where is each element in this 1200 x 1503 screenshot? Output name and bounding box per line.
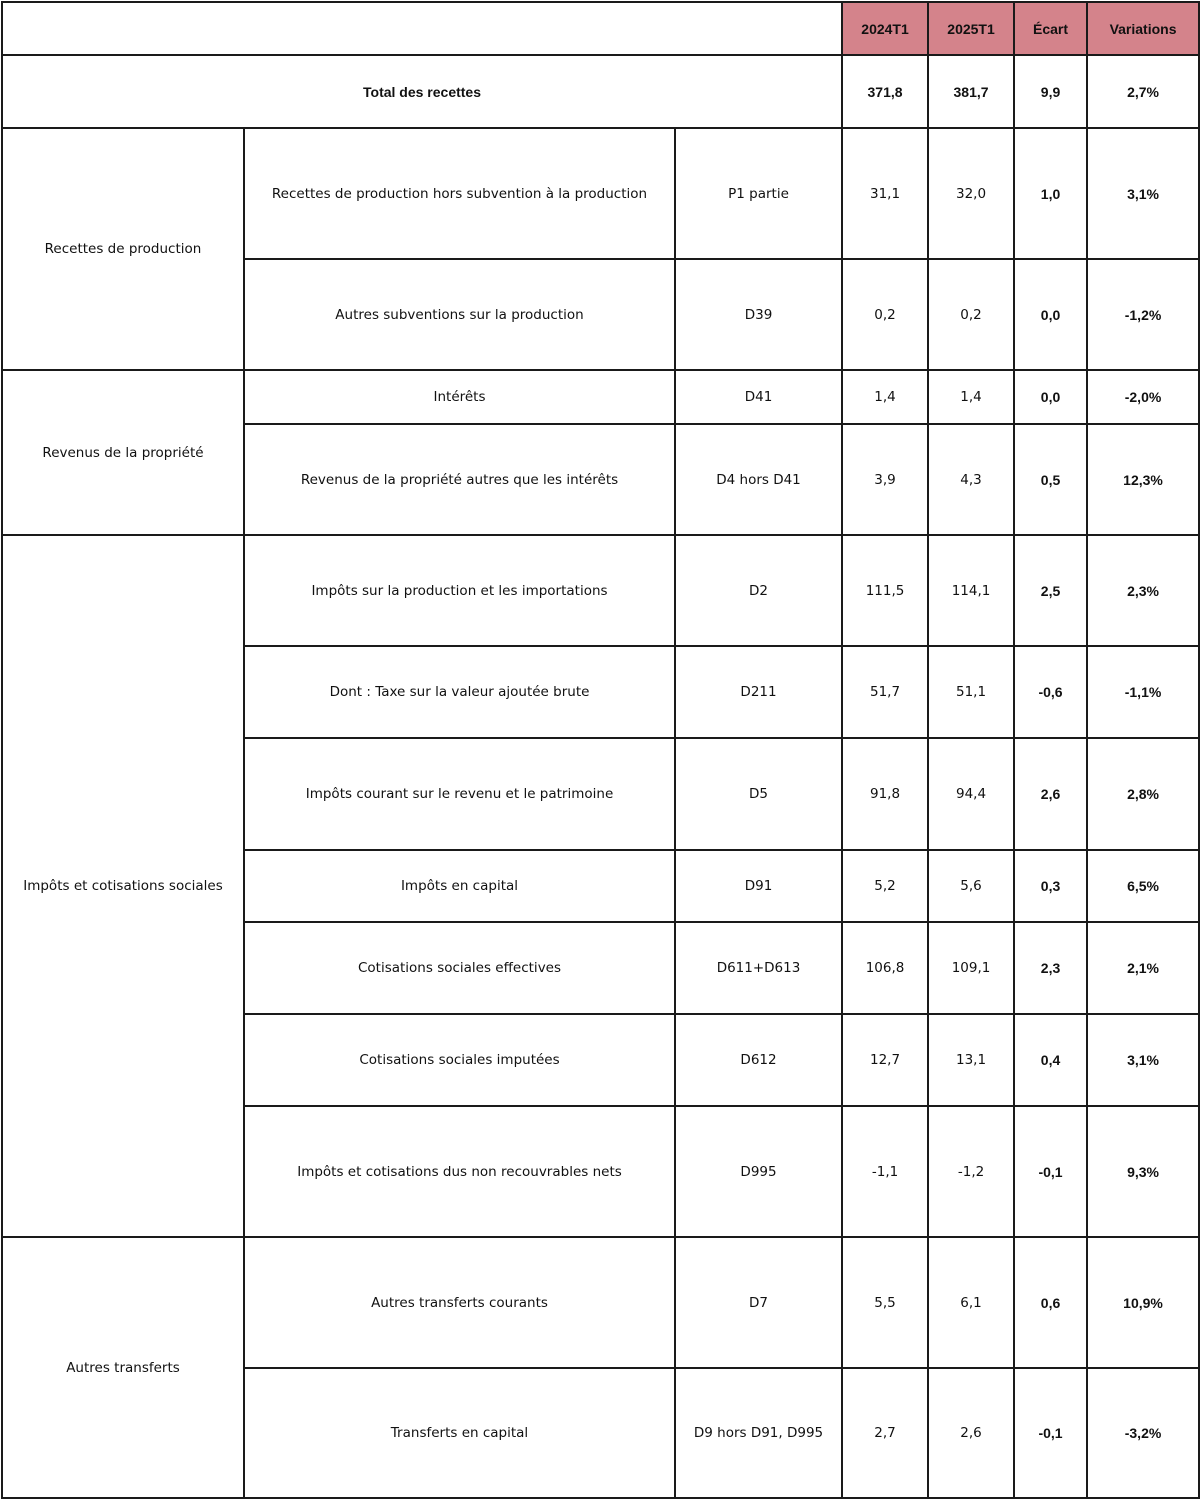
row-code: D4 hors D41 <box>675 424 842 535</box>
row-label: Impôts et cotisations dus non recouvrables nets <box>244 1106 675 1237</box>
row-ecart: 0,0 <box>1014 370 1087 424</box>
row-2024: 3,9 <box>842 424 928 535</box>
row-label: Cotisations sociales imputées <box>244 1014 675 1106</box>
row-variation: 3,1% <box>1087 1014 1199 1106</box>
row-ecart: 0,5 <box>1014 424 1087 535</box>
row-ecart: 2,6 <box>1014 738 1087 850</box>
row-code: D39 <box>675 259 842 370</box>
row-label: Recettes de production hors subvention à la production <box>244 128 675 259</box>
header-2024t1: 2024T1 <box>842 2 928 55</box>
row-ecart: 0,3 <box>1014 850 1087 922</box>
row-code: D612 <box>675 1014 842 1106</box>
row-variation: 12,3% <box>1087 424 1199 535</box>
row-2024: 111,5 <box>842 535 928 646</box>
row-code: D5 <box>675 738 842 850</box>
row-2025: 2,6 <box>928 1368 1014 1498</box>
table-row <box>2 128 1199 259</box>
row-variation: -1,1% <box>1087 646 1199 738</box>
total-ecart: 9,9 <box>1014 55 1087 128</box>
row-2024: 1,4 <box>842 370 928 424</box>
row-variation: -1,2% <box>1087 259 1199 370</box>
row-code: D7 <box>675 1237 842 1368</box>
group-label-recettes-production: Recettes de production <box>2 128 244 370</box>
row-label: Impôts en capital <box>244 850 675 922</box>
total-2025: 381,7 <box>928 55 1014 128</box>
table-row <box>2 1237 1199 1368</box>
row-2025: 114,1 <box>928 535 1014 646</box>
row-2025: 4,3 <box>928 424 1014 535</box>
table-row <box>2 535 1199 646</box>
row-2024: 106,8 <box>842 922 928 1014</box>
row-label: Impôts sur la production et les importations <box>244 535 675 646</box>
row-2024: 5,5 <box>842 1237 928 1368</box>
total-row <box>2 55 1199 128</box>
group-label-revenus-propriete: Revenus de la propriété <box>2 370 244 535</box>
row-2025: -1,2 <box>928 1106 1014 1237</box>
row-2025: 1,4 <box>928 370 1014 424</box>
row-2024: 31,1 <box>842 128 928 259</box>
row-variation: 2,8% <box>1087 738 1199 850</box>
row-2024: 51,7 <box>842 646 928 738</box>
row-ecart: -0,1 <box>1014 1368 1087 1498</box>
recettes-table <box>1 1 1200 1499</box>
header-row <box>2 2 1199 55</box>
group-label-impots-cotisations: Impôts et cotisations sociales <box>2 535 244 1237</box>
row-code: P1 partie <box>675 128 842 259</box>
row-label: Revenus de la propriété autres que les intérêts <box>244 424 675 535</box>
row-label: Impôts courant sur le revenu et le patrimoine <box>244 738 675 850</box>
row-code: D91 <box>675 850 842 922</box>
row-2025: 5,6 <box>928 850 1014 922</box>
row-2024: 5,2 <box>842 850 928 922</box>
row-2024: 2,7 <box>842 1368 928 1498</box>
row-variation: 2,3% <box>1087 535 1199 646</box>
row-ecart: -0,1 <box>1014 1106 1087 1237</box>
table-row <box>2 370 1199 424</box>
row-label: Autres subventions sur la production <box>244 259 675 370</box>
row-ecart: 0,6 <box>1014 1237 1087 1368</box>
row-2024: 0,2 <box>842 259 928 370</box>
row-variation: 2,1% <box>1087 922 1199 1014</box>
row-label: Dont : Taxe sur la valeur ajoutée brute <box>244 646 675 738</box>
row-code: D211 <box>675 646 842 738</box>
row-variation: -3,2% <box>1087 1368 1199 1498</box>
row-2024: -1,1 <box>842 1106 928 1237</box>
row-variation: 3,1% <box>1087 128 1199 259</box>
row-2025: 94,4 <box>928 738 1014 850</box>
header-variations: Variations <box>1087 2 1199 55</box>
row-label: Autres transferts courants <box>244 1237 675 1368</box>
row-ecart: 2,3 <box>1014 922 1087 1014</box>
row-ecart: 0,4 <box>1014 1014 1087 1106</box>
row-label: Cotisations sociales effectives <box>244 922 675 1014</box>
row-label: Intérêts <box>244 370 675 424</box>
row-2025: 6,1 <box>928 1237 1014 1368</box>
header-2025t1: 2025T1 <box>928 2 1014 55</box>
row-2024: 12,7 <box>842 1014 928 1106</box>
row-2024: 91,8 <box>842 738 928 850</box>
row-ecart: 2,5 <box>1014 535 1087 646</box>
total-variation: 2,7% <box>1087 55 1199 128</box>
row-code: D611+D613 <box>675 922 842 1014</box>
row-2025: 0,2 <box>928 259 1014 370</box>
row-2025: 109,1 <box>928 922 1014 1014</box>
total-label: Total des recettes <box>2 55 842 128</box>
row-2025: 51,1 <box>928 646 1014 738</box>
header-ecart: Écart <box>1014 2 1087 55</box>
row-ecart: 0,0 <box>1014 259 1087 370</box>
header-blank-cell <box>2 2 842 55</box>
row-code: D995 <box>675 1106 842 1237</box>
row-variation: 6,5% <box>1087 850 1199 922</box>
total-2024: 371,8 <box>842 55 928 128</box>
row-ecart: 1,0 <box>1014 128 1087 259</box>
row-variation: 9,3% <box>1087 1106 1199 1237</box>
row-code: D2 <box>675 535 842 646</box>
row-variation: -2,0% <box>1087 370 1199 424</box>
row-code: D9 hors D91, D995 <box>675 1368 842 1498</box>
row-code: D41 <box>675 370 842 424</box>
row-label: Transferts en capital <box>244 1368 675 1498</box>
row-2025: 32,0 <box>928 128 1014 259</box>
row-2025: 13,1 <box>928 1014 1014 1106</box>
row-variation: 10,9% <box>1087 1237 1199 1368</box>
group-label-autres-transferts: Autres transferts <box>2 1237 244 1498</box>
row-ecart: -0,6 <box>1014 646 1087 738</box>
